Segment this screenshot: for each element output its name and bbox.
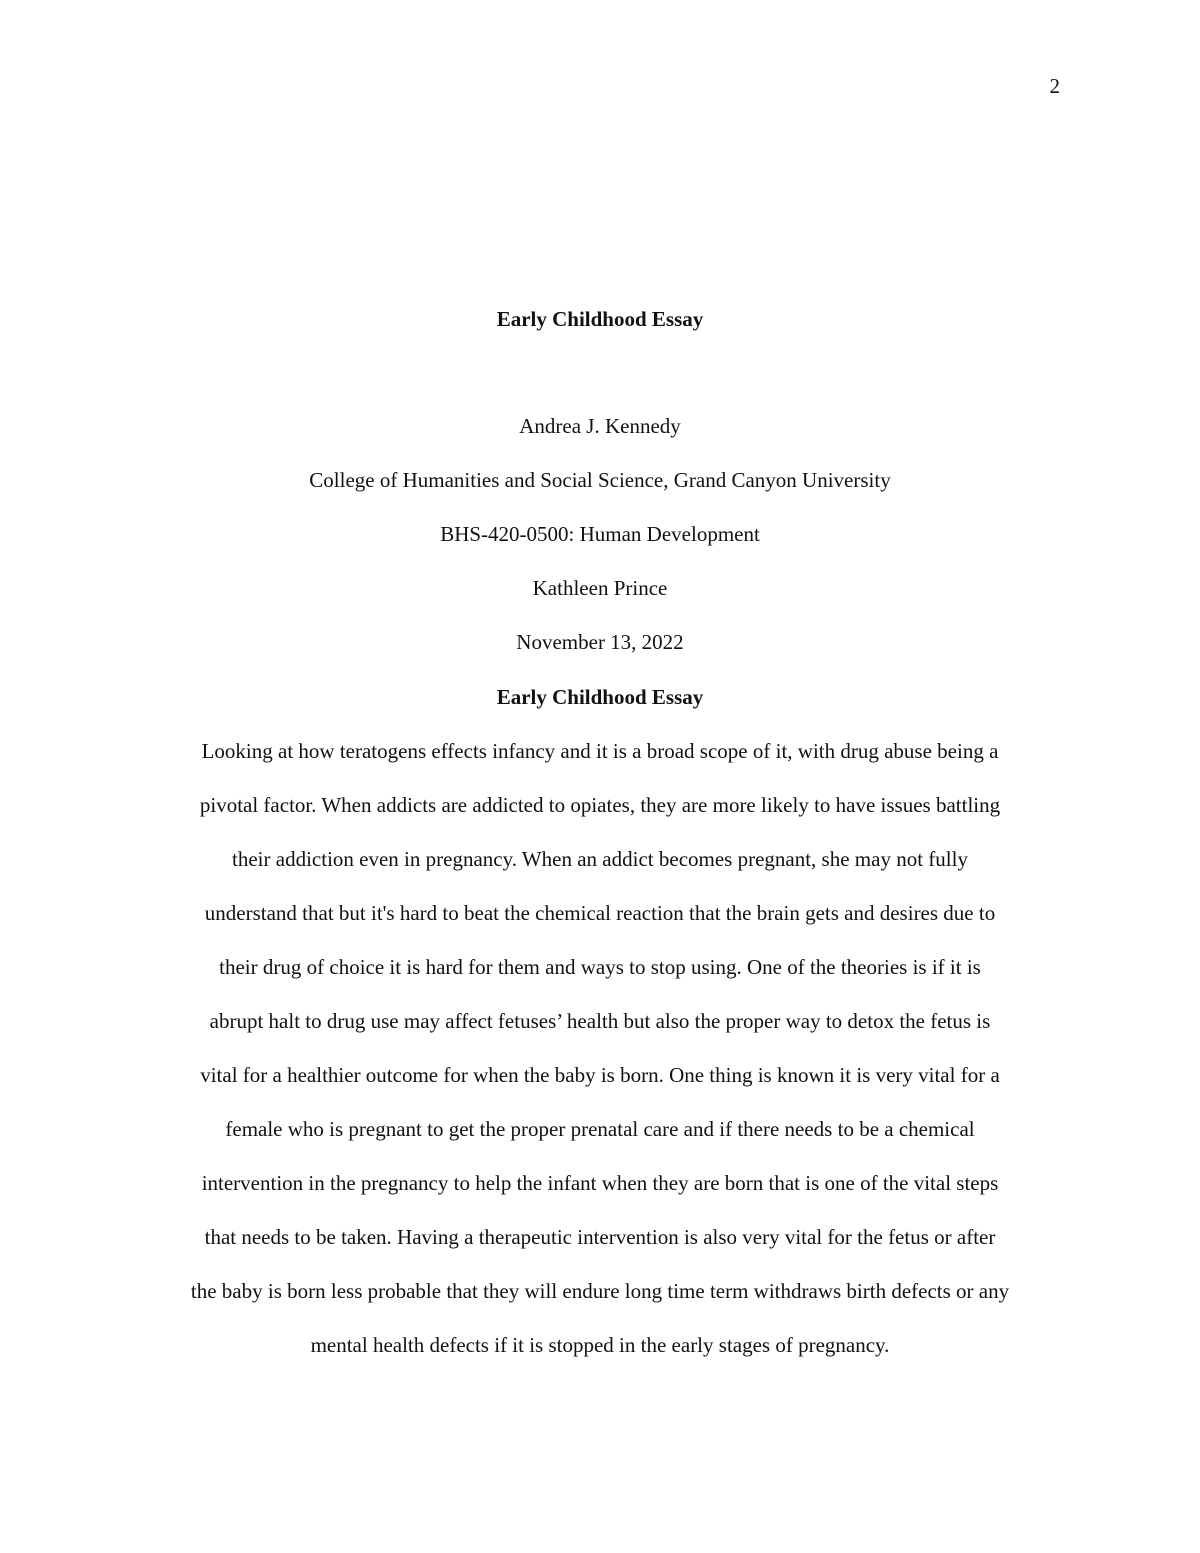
body-paragraph [130,737,1070,1385]
submission-date: November 13, 2022 [516,630,684,654]
body-line: their drug of choice it is hard for them and ways to stop using. One of the theories is if it is [219,955,981,979]
body-line: the baby is born less probable that they will endure long time term withdraws birth defects or any [190,1279,1010,1303]
body-line: that needs to be taken. Having a therapeutic intervention is also very vital for the fetus or after [204,1225,996,1249]
instructor-name: Kathleen Prince [532,576,668,600]
body-line: Looking at how teratogens effects infancy and it is a broad scope of it, with drug abuse being a [201,739,999,763]
course-name: BHS-420-0500: Human Development [440,522,760,546]
institution: College of Humanities and Social Science, Grand Canyon University [309,468,891,492]
author-name: Andrea J. Kennedy [519,414,681,438]
paper-title: Early Childhood Essay [496,307,704,331]
title-block [0,305,1200,682]
page-number: 2 [1049,74,1060,98]
body-line: understand that but it's hard to beat the chemical reaction that the brain gets and desires due to [204,901,996,925]
body-line: intervention in the pregnancy to help the infant when they are born that is one of the vital steps [201,1171,999,1195]
body-line: vital for a healthier outcome for when the baby is born. One thing is known it is very vital for a [200,1063,1000,1087]
body-line: female who is pregnant to get the proper prenatal care and if there needs to be a chemical [225,1117,975,1141]
body-line: abrupt halt to drug use may affect fetuses’ health but also the proper way to detox the fetus is [209,1009,991,1033]
body-line: pivotal factor. When addicts are addicted to opiates, they are more likely to have issues battling [199,793,1001,817]
body-line: mental health defects if it is stopped in the early stages of pregnancy. [310,1333,890,1357]
title-page-meta [0,412,1200,682]
body-line: their addiction even in pregnancy. When an addict becomes pregnant, she may not fully [232,847,968,871]
body-heading: Early Childhood Essay [496,685,704,709]
